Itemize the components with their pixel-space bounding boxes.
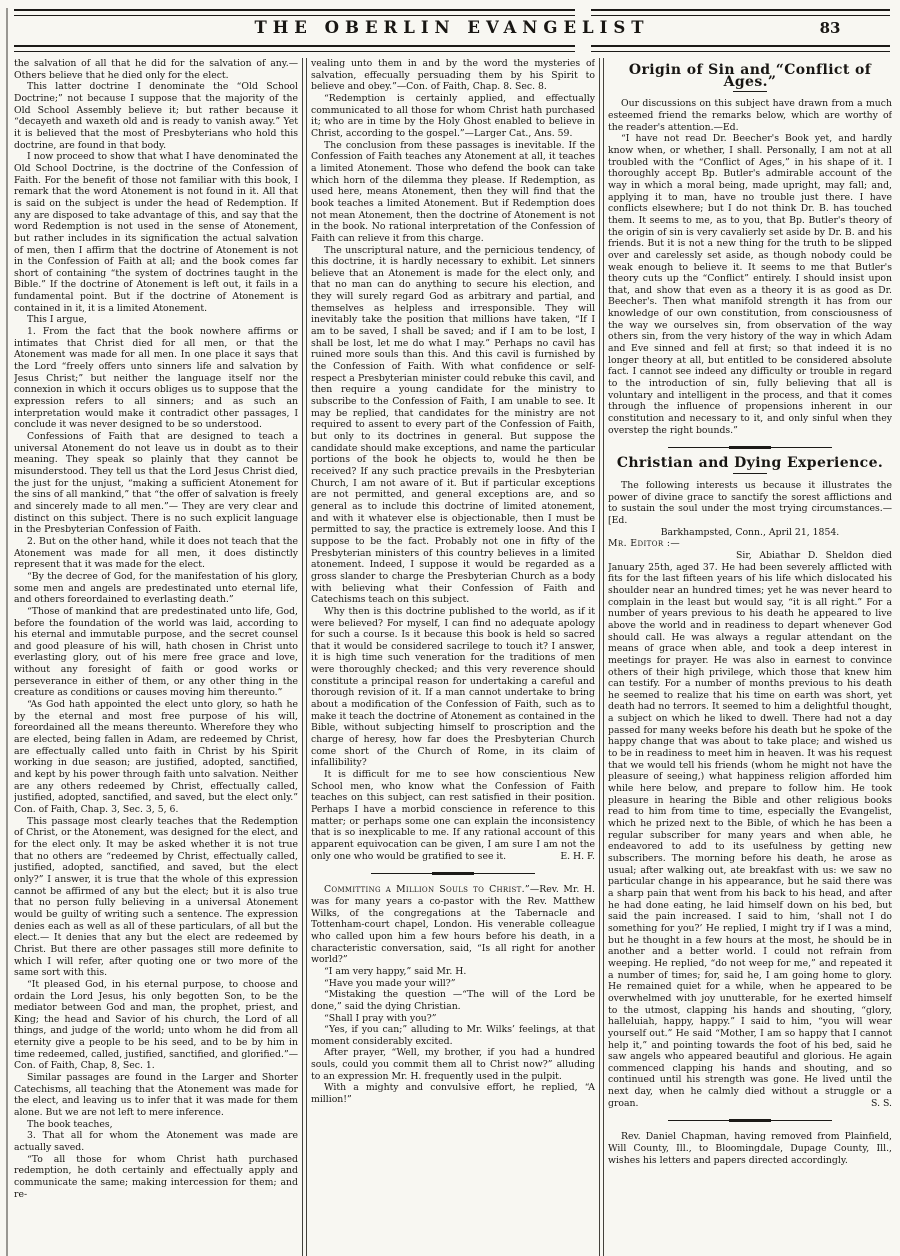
article-heading-dying-experience: Christian and Dying Experience.	[616, 455, 884, 472]
rule-segment	[14, 9, 575, 16]
page-title: THE OBERLIN EVANGELIST	[254, 18, 650, 37]
column-divider	[302, 58, 307, 1256]
paragraph: “As God hath appointed the elect unto glory, so hath he by the eternal and most free purpose of his will, foreordained all the means thereunto. Wherefore they who are elected, being fallen in Adam, are redeemed by Christ, are effectually called unto faith in Christ by his Spirit working in due season; are justified, adopted, sanctified, and kept by his power through faith unto salvation. Neither are any others redeemed by Christ, effectually called, justified, adopted, sanctified, and saved, but the elect only.” Con. of Faith, Chap. 3, Sec. 3, 5, 6.	[14, 699, 298, 815]
paragraph: 3. That all for whom the Atonement was made are actually saved.	[14, 1130, 298, 1154]
million-souls-article	[311, 884, 595, 1105]
section-divider	[668, 1120, 833, 1121]
paragraph: vealing unto them in and by the word the mysteries of salvation, effecually persuading them by his Spirit to believe and obey.”—Con. of Faith, Chap. 8. Sec. 8.	[311, 58, 595, 93]
paragraph: “By the decree of God, for the manifestation of his glory, some men and angels are predestinated unto eternal life, and others foreordained to everlasting death.”	[14, 570, 298, 606]
paragraph: “Have you made your will?”	[324, 977, 456, 989]
heading-rule	[733, 91, 767, 92]
column-divider	[599, 58, 604, 1256]
paragraph: the salvation of all that he did for the salvation of any.— Others believe that he died only for the elect.	[14, 58, 298, 81]
paragraph: “I have not read Dr. Beecher's Book yet, and hardly know when, or whether, I shall. Personally, I am not at all troubled with the “Conflict of Ages,” in his shape of it. I thoroughly accept Bp. Butler's admirable account of the way in which a moral being, made upright, may fall; and, applying it to man, have no trouble just there. I have conflicts elsewhere; but I do not think Dr. B. has touched them. It seems to me, as to you, that Bp. Butler's theory of the origin of sin is very cavalierly set aside by Dr. B. and his friends. But it is not a new thing for the truth to be slipped over and carelessly set aside, as though nobody could be weak enough to believe it. It seems to me that Butler's theory cuts up the “Conflict” entirely. I should insist upon that, and show that even as a theory it is as good as Dr. Beecher's. Then what manifold strength it has from our knowledge of our own constitution, from consciousness of the way we ourselves sin, from observation of the way others sin, from the very history of the way in which Adam and Eve sinned and fell at first; so that indeed it is no longer theory at all, but entitled to be considered absolute fact. I cannot see indeed any difficulty or trouble in regard to the introduction of sin, fully believing that all is voluntary and intelligent in the process, and that it comes through the influence of propensions inherent in our constitution and necessary to it, and only sinful when they overstep the right bounds.”	[608, 133, 892, 436]
masthead	[0, 0, 900, 52]
paragraph: The following interests us because it illustrates the power of divine grace to sanctify the sorest afflictions and to sustain the soul under the most trying circumstances.—[Ed.	[608, 480, 892, 526]
paragraph: Similar passages are found in the Larger and Shorter Catechisms, all teaching that the Atonement was made for the elect, and leaving us to infer that it was made for them alone. But we are not left to mere inference.	[14, 1072, 298, 1119]
paragraph: The conclusion from these passages is inevitable. If the Confession of Faith teaches any Atonement at all, it teaches a limited Atonement. Those who defend the book can take which horn of the dilemma they please. If Redemption, as used here, means Atonement, then they will find that the book teaches a limited Atonement. But if Redemption does not mean Atonement, then the doctrine of Atonement is not in the book. No rational interpretation of the Confession of Faith can relieve it from this charge.	[311, 139, 595, 244]
dying-experience-intro	[608, 480, 892, 527]
rule-segment	[14, 45, 575, 52]
page-columns	[0, 52, 900, 1256]
paragraph: “Shall I pray with you?”	[324, 1012, 437, 1024]
paragraph: This I argue,	[27, 314, 87, 326]
signature: S. S.	[871, 1097, 892, 1109]
atonement-article-continuation	[14, 58, 298, 1200]
heading-rule	[733, 473, 767, 474]
page-number: 83	[819, 19, 841, 37]
paragraph: “It pleased God, in his eternal purpose, to choose and ordain the Lord Jesus, his only begotten Son, to be the mediator between God and man, the prophet, priest, and King; the head and Savior of his church, the Lord of all things, and judge of the world; unto whom he did from all eternity give a people to be his seed, and to be by him in time redeemed, called, justified, sanctified, and glorified.”—Con. of Faith, Chap, 8, Sec. 1.	[14, 978, 298, 1072]
article-lead: Committing a Million Souls to Christ.”	[324, 884, 530, 896]
paragraph: I now proceed to show that what I have denominated the Old School Doctrine, is the doctrine of the Confession of Faith. For the benefit of those not familiar with this book, I remark that the word Atonement is not found in it. All that is said on the subject is under the head of Redemption. If any are disposed to take advantage of this, and say that the word Redemption is not used in the sense of Atonement, but rather includes in its signification the actual salvation of men, then I affirm that the doctrine of Atonement is not in the Confession of Faith at all; and the book comes far short of containing “the system of doctrines taught in the Bible.” If the doctrine of Atonement is left out, it fails in a fundamental point. But if the doctrine of Atonement is contained in it, it is a limited Atonement.	[14, 151, 298, 314]
column-2	[311, 58, 595, 1256]
atonement-article-continuation-2	[311, 58, 595, 862]
paragraph: The book teaches,	[27, 1118, 113, 1130]
origin-of-sin-article	[608, 98, 892, 436]
paragraph: Why then is this doctrine published to the world, as if it were believed? For myself, I can find no adequate apology for such a course. Is it because this book is held so sacred that it would be considered sacrilege to touch it? I answer, it is high time such veneration for the traditions of men were thoroughly checked; and this very reverence should constitute a principal reason for undertaking a careful and thorough revision of it. If a man cannot undertake to bring about a modification of the Confession of Faith, such as to make it teach the doctrine of Atonement as contained in the Bible, without subjecting himself to proscription and the charge of heresy, how far does the Presbyterian Church come short of the Church of Rome, in its claim of infallibility?	[311, 605, 595, 769]
paragraph: It is difficult for me to see how conscientious New School men, who know what the Confession of Faith teaches on this subject, can rest satisfied in their position. Perhaps I have a morbid conscience in reference to this matter; or perhaps some one can explain the inconsistency that is so inexplicable to me. If any rational account of this apparent equivocation can be given, I am sure I am not the only one who would be gratified to see it. E. H. F.	[311, 769, 595, 862]
relocation-notice	[608, 1131, 892, 1166]
paragraph: Committing a Million Souls to Christ.”—Rev. Mr. H. was for many years a co-pastor with the Rev. Matthew Wilks, of the congregations at the Tabernacle and Tottenham-court chapel, London. His venerable colleague who called upon him a few hours before his death, in a characteristic conversation, said, “Is all right for another world?”	[311, 884, 595, 966]
paragraph: “I am very happy,” said Mr. H.	[324, 965, 467, 977]
column-1	[14, 58, 298, 1256]
column-3	[608, 58, 892, 1256]
dying-experience-article	[608, 550, 892, 1110]
paragraph: 2. But on the other hand, while it does not teach that the Atonement was made for all men, it does distinctly represent that it was made for the elect.	[14, 535, 298, 571]
paragraph: Rev. Daniel Chapman, having removed from Plainfield, Will County, Ill., to Bloomingdale, Dupage County, Ill., wishes his letters and papers directed accordingly.	[608, 1131, 892, 1166]
paragraph: Confessions of Faith that are designed to teach a universal Atonement do not leave us in doubt as to their meaning. They speak so plainly that they cannot be misunderstood. They tell us that the Lord Jesus Christ died, the just for the unjust, “making a sufficient Atonement for the sins of all mankind,” that “the offer of salvation is freely and sincerely made to all men.”— They are very clear and distinct on this subject. There is no such explicit language in the Presbyterian Confession of Faith.	[14, 431, 298, 536]
masthead-top-rule	[14, 9, 890, 16]
paragraph: 1. From the fact that the book nowhere affirms or intimates that Christ died for all men, or that the Atonement was made for all men. In one place it says that the Lord “freely offers unto sinners life and salvation by Jesus Christ;” but neither the language itself nor the connexion in which it occurs obliges us to suppose that the expression refers to all sinners; and as such an interpretation would make it contradict other passages, I conclude it was never designed to be so understood.	[14, 326, 298, 431]
section-divider	[371, 873, 536, 874]
signature: E. H. F.	[560, 850, 595, 862]
paragraph: “Mistaking the question —“The will of the Lord be done,” said the dying Christian.	[311, 989, 595, 1012]
rule-segment	[591, 9, 890, 16]
rule-segment	[591, 45, 890, 52]
paragraph: “To all those for whom Christ hath purchased redemption, he doth certainly and effectually apply and communicate the same; making intercession for them; and re-	[14, 1153, 298, 1200]
paragraph: With a mighty and convulsive effort, he replied, “A million!”	[311, 1082, 595, 1106]
masthead-bottom-rule	[14, 45, 890, 52]
salutation: Mr. Editor :—	[608, 538, 681, 550]
dateline: Barkhampsted, Conn., April 21, 1854.	[660, 526, 840, 538]
paragraph: After prayer, “Well, my brother, if you had a hundred souls, could you commit them all to Christ now?” alluding to an expression Mr. H. frequently used in the pulpit.	[311, 1047, 595, 1082]
article-heading-origin-of-sin: Origin of Sin and “Conflict of Ages.”	[628, 62, 872, 90]
page-left-edge	[6, 8, 8, 1256]
paragraph: “Those of mankind that are predestinated unto life, God, before the foundation of the world was laid, according to his eternal and immutable purpose, and the secret counsel and good pleasure of his will, hath chosen in Christ unto everlasting glory, out of his mere free grace and love, without any foresight of faith or good works or perseverance in either of them, or any other thing in the creature as conditions or causes moving him thereunto.”	[14, 605, 298, 699]
paragraph: “Redemption is certainly applied, and effectually communicated to all those for whom Christ hath purchased it; who are in time by the Holy Ghost enabled to believe in Christ, according to the gospel.”—Larger Cat., Ans. 59.	[311, 92, 595, 139]
paragraph: “Yes, if you can;” alluding to Mr. Wilks’ feelings, at that moment considerably excited.	[311, 1024, 595, 1047]
paragraph: Our discussions on this subject have drawn from a much esteemed friend the remarks below, which are worthy of the reader's attention.—Ed.	[608, 98, 892, 133]
paragraph: Sir, Abiathar D. Sheldon died January 25th, aged 37. He had been severely afflicted with fits for the last fifteen years of his life which dislocated his shoulder near an hundred times; yet he was never heard to complain in the least but would say, “it is all right.” For a number of years previous to his death he appeared to live above the world and in readiness to depart whenever God should call. He was always a regular attendant on the means of grace when able, and took a deep interest in meetings for prayer. He was also in earnest to convince others of their high privilege, which those that knew him can testify. For a number of months previous to his death he seemed to realize that his time on earth was short, yet death had no terrors. It seemed to him a delightful thought, a subject on which he liked to dwell. There had not a day passed for many weeks before his death but he spoke of the happy change that was about to take place; and wished us to be in readiness to meet him in heaven. It was his request that we would tell his friends (whom he might not have the pleasure of seeing,) what happiness religion afforded him while here below, and prepare to follow him. He took pleasure in hearing the Bible and other religious books read to him from time to time, especially the Evangelist, which he prized next to the Bible, of which he has been a regular subscriber for many years and when able, he endeavored to add to its usefulness by getting new subscribers. The morning before his death, he arose as usual; after walking out, ate breakfast with us: we saw no particular change in his appearance, but he said there was a sharp pain that went from his back to his head, and after he had done eating, he laid himself down on his bed, but said the pain increased. I said to him, ‘shall not I do something for you?’ He replied, I might try if I was a mind, but he thought in a few hours at the most, he should be in another and a better world. I could not refrain from weeping. He replied, “do not weep for me,” and repeated it a number of times; for, said he, I am going home to glory. He remained quiet for a while, when he appeared to be overwhelmed with joy unutterable, for he exerted himself to the utmost, clapping his hands and shouting, “glory, halleluiah, happy, happy.” I said to him, “you will wear yourself out.” He said “Mother, I am so happy that I cannot help it,” and pointing towards the foot of his bed, said he saw angels who appeared beautiful and glorious. He again commenced clapping his hands and shouting, and so continued until his strength was gone. He lived until the next day, when he calmly died without a struggle or a groan. S. S.	[608, 549, 892, 1109]
paragraph: This latter doctrine I denominate the “Old School Doctrine;” not because I suppose that the majority of the Old School Assembly believe it; but rather because it “decayeth and waxeth old and is ready to vanish away.” Yet it is believed that the most of Presbyterians who hold this doctrine, are found in that body.	[14, 81, 298, 151]
paragraph: The unscriptural nature, and the pernicious tendency, of this doctrine, it is hardly necessary to exhibit. Let sinners believe that an Atonement is made for the elect only, and that no man can do anything to secure his election, and they will surely regard God as arbitrary and partial, and themselves as helpless and irresponsible. They will inevitably take the position that millions have taken, “If I am to be saved, I shall be saved; and if I am to be lost, I shall be lost, let me do what I may.” Perhaps no cavil has ruined more souls than this. And this cavil is furnished by the Confession of Faith. With what confidence or self-respect a Presbyterian minister could rebuke this cavil, and then require a young candidate for the ministry to subscribe to the Confession of Faith, I am unable to see. It may be replied, that candidates for the ministry are not required to assent to every part of the Confession of Faith, but only to its doctrines in general. But suppose the candidate should make exceptions, and name the particular portions of the book he objects to, would he then be received? If any such practice prevails in the Presbyterian Church, I am not aware of it. But if particular exceptions are not permitted, and general exceptions are, and so general as to include this doctrine of limited atonement, and with it whatever else is objectionable, then I must be permitted to say, the practice is extremely loose. And this I suppose to be the fact. Probably not one in fifty of the Presbyterian ministers of this country believes in a limited atonement. Indeed, I suppose it would be regarded as a gross slander to charge the Presbyterian Church as a body with believing what their Confession of Faith and Catechisms teach on this subject.	[311, 244, 595, 606]
section-divider	[668, 447, 833, 448]
paragraph: This passage most clearly teaches that the Redemption of Christ, or the Atonement, was designed for the elect, and for the elect only. It may be asked whether it is not true that no others are “redeemed by Christ, effectually called, justified, adopted, sanctified, and saved, but the elect only?” I answer, it is true that the whole of this expression cannot be affirmed of any but the elect; but it is also true that no person fully believing in a universal Atonement would be guilty of writing such a sentence. The expression denies each as well as all of these particulars, of all but the elect.— It denies that any but the elect are redeemed by Christ. But there are other passages still more definite to which I will refer, after quoting one or two more of the same sort with this.	[14, 815, 298, 979]
